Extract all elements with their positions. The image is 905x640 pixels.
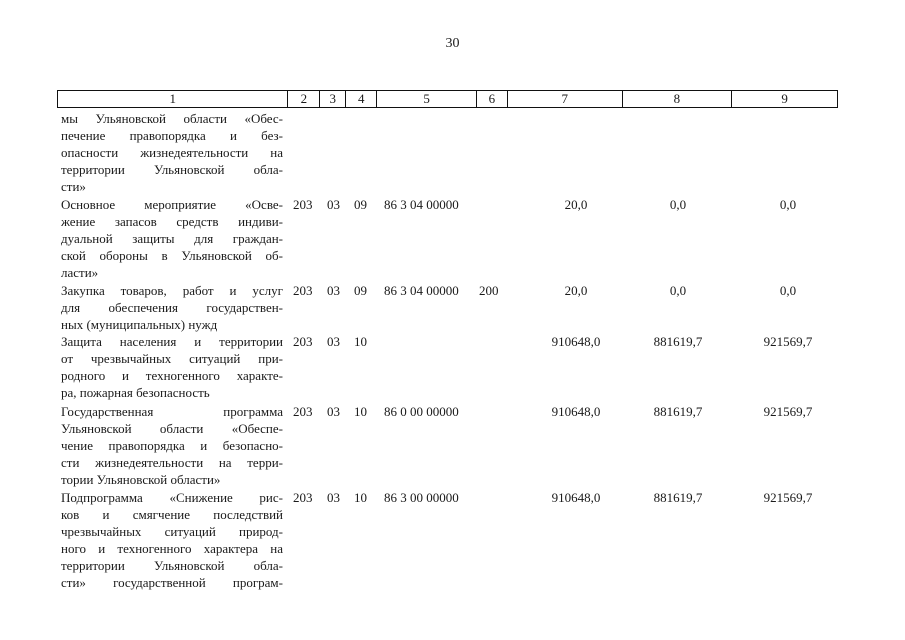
column-header-3: 3 <box>320 91 346 107</box>
cell-amount-7: 20,0 <box>564 197 588 212</box>
description-line: чение правопорядка и безопасно- <box>61 438 283 453</box>
cell-amount-8: 0,0 <box>669 197 687 212</box>
description-line: дуальной защиты для граждан- <box>61 231 283 246</box>
cell-code-3: 03 <box>327 404 340 419</box>
cell-amount-7: 910648,0 <box>551 404 601 419</box>
description-line: ков и смягчение последствий <box>61 507 283 522</box>
description-line: Основное мероприятие «Осве- <box>61 197 283 212</box>
cell-code-2: 203 <box>293 197 313 212</box>
cell-amount-8: 881619,7 <box>653 334 703 349</box>
cell-code-4: 09 <box>354 197 367 212</box>
description-line: территории Ульяновской обла- <box>61 558 283 573</box>
description-line: Защита населения и территории <box>61 334 283 349</box>
cell-code-4: 10 <box>354 490 367 505</box>
cell-code-5: 86 3 04 00000 <box>384 283 459 298</box>
row-description <box>61 196 283 281</box>
column-header-4: 4 <box>346 91 377 107</box>
cell-amount-9: 921569,7 <box>763 334 813 349</box>
column-header-1: 1 <box>58 91 288 107</box>
description-line: сти» государственной програм- <box>61 575 283 590</box>
cell-amount-7: 910648,0 <box>551 334 601 349</box>
cell-amount-9: 921569,7 <box>763 490 813 505</box>
column-header-9: 9 <box>781 91 788 106</box>
table-header-row <box>57 90 838 108</box>
cell-code-3: 03 <box>327 197 340 212</box>
description-line: от чрезвычайных ситуаций при- <box>61 351 283 366</box>
description-line: ласти» <box>61 265 99 280</box>
description-line: чрезвычайных ситуаций природ- <box>61 524 283 539</box>
cell-amount-9: 921569,7 <box>763 404 813 419</box>
description-line: печение правопорядка и без- <box>61 128 283 143</box>
cell-amount-7: 910648,0 <box>551 490 601 505</box>
cell-code-4: 10 <box>354 404 367 419</box>
column-header-8: 8 <box>623 91 733 107</box>
description-line: сти жизнедеятельности на терри- <box>61 455 283 470</box>
cell-amount-8: 0,0 <box>669 283 687 298</box>
description-line: территории Ульяновской обла- <box>61 162 283 177</box>
description-line: Закупка товаров, работ и услуг <box>61 283 283 298</box>
row-description <box>61 403 283 488</box>
description-line: ской обороны в Ульяновской об- <box>61 248 283 263</box>
column-header-5: 5 <box>377 91 477 107</box>
column-header-6: 6 <box>477 91 508 107</box>
cell-code-5: 86 3 04 00000 <box>384 197 459 212</box>
cell-code-6: 200 <box>479 283 499 298</box>
description-line: ра, пожарная безопасность <box>61 385 210 400</box>
description-line: Ульяновской области «Обеспе- <box>61 421 283 436</box>
cell-code-3: 03 <box>327 283 340 298</box>
cell-amount-9: 0,0 <box>779 197 797 212</box>
cell-code-5: 86 3 00 00000 <box>384 490 459 505</box>
row-description <box>61 110 283 195</box>
row-description <box>61 282 283 333</box>
cell-code-4: 10 <box>354 334 367 349</box>
cell-amount-7: 20,0 <box>564 283 588 298</box>
description-line: ных (муниципальных) нужд <box>61 317 218 332</box>
cell-code-5: 86 0 00 00000 <box>384 404 459 419</box>
description-line: Подпрограмма «Снижение рис- <box>61 490 283 505</box>
cell-code-2: 203 <box>293 490 313 505</box>
description-line: родного и техногенного характе- <box>61 368 283 383</box>
description-line: сти» <box>61 179 86 194</box>
cell-code-4: 09 <box>354 283 367 298</box>
page-number: 30 <box>445 36 460 51</box>
description-line: ного и техногенного характера на <box>61 541 283 556</box>
row-description <box>61 489 283 591</box>
cell-code-2: 203 <box>293 283 313 298</box>
cell-amount-9: 0,0 <box>779 283 797 298</box>
description-line: для обеспечения государствен- <box>61 300 283 315</box>
row-description <box>61 333 283 401</box>
description-line: жение запасов средств индиви- <box>61 214 283 229</box>
description-line: мы Ульяновской области «Обес- <box>61 111 283 126</box>
description-line: Государственная программа <box>61 404 283 419</box>
cell-code-3: 03 <box>327 490 340 505</box>
cell-code-2: 203 <box>293 404 313 419</box>
cell-code-3: 03 <box>327 334 340 349</box>
cell-amount-8: 881619,7 <box>653 404 703 419</box>
column-header-2: 2 <box>288 91 320 107</box>
column-header-7: 7 <box>508 91 623 107</box>
description-line: тории Ульяновской области» <box>61 472 221 487</box>
cell-code-2: 203 <box>293 334 313 349</box>
cell-amount-8: 881619,7 <box>653 490 703 505</box>
description-line: опасности жизнедеятельности на <box>61 145 283 160</box>
